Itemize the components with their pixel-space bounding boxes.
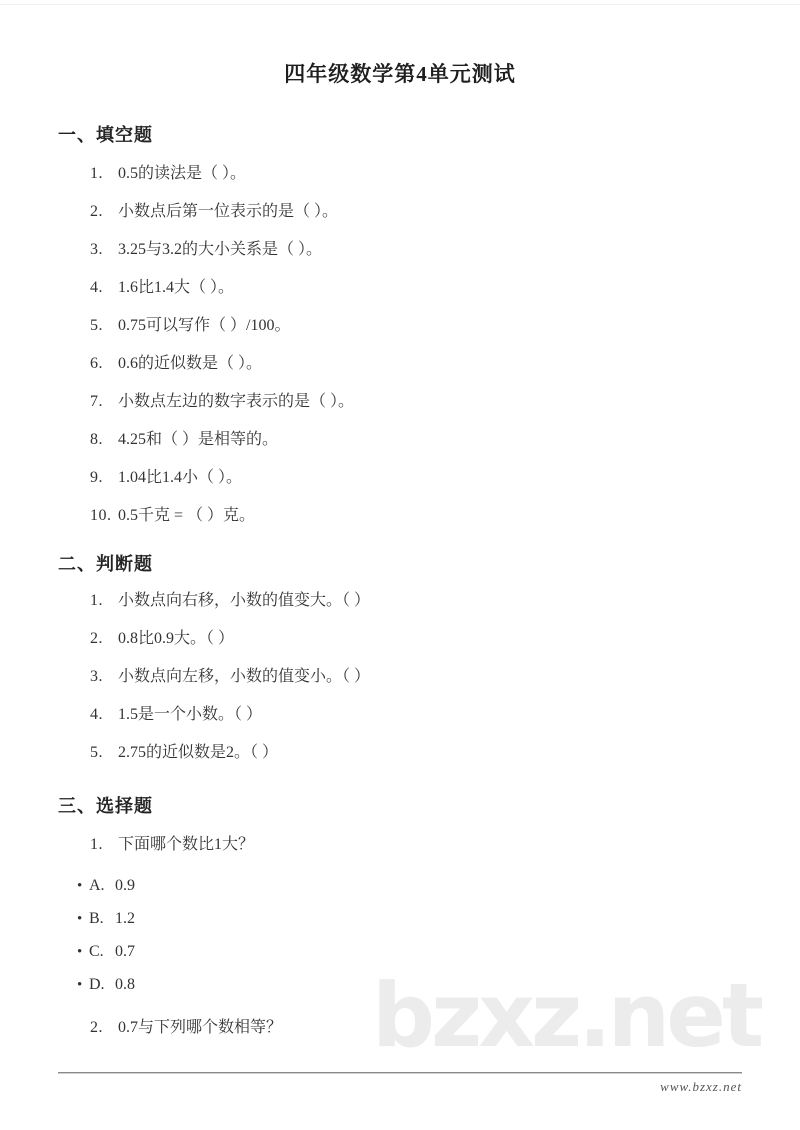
bullet-icon: • xyxy=(77,944,83,960)
list-item xyxy=(90,431,800,448)
section-heading-multiple-choice: 三、选择题 xyxy=(58,796,153,816)
list-item xyxy=(90,241,800,258)
item-text: 小数点向右移，小数的值变大。（ ） xyxy=(118,592,371,609)
item-number: 8. xyxy=(90,431,103,448)
item-number: 2. xyxy=(90,630,103,647)
item-text: 0.5千克 = （ ）克。 xyxy=(118,507,256,524)
option-value: 1.2 xyxy=(115,910,135,927)
item-number: 5. xyxy=(90,744,103,761)
list-item xyxy=(90,507,800,524)
true-false-list xyxy=(0,592,800,761)
item-number: 9. xyxy=(90,469,103,486)
item-text: 0.5的读法是（ ）。 xyxy=(118,165,247,182)
option-value: 0.8 xyxy=(115,976,135,993)
list-item xyxy=(90,203,800,220)
choice-options-list xyxy=(0,877,800,994)
watermark: bzxz.net xyxy=(372,964,761,1067)
item-text: 2.75的近似数是2。（ ） xyxy=(118,744,279,761)
question-number: 2. xyxy=(90,1019,103,1036)
list-item xyxy=(90,165,800,182)
question-text: 0.7与下列哪个数相等？ xyxy=(118,1019,283,1036)
question-number: 1. xyxy=(90,836,103,853)
list-item xyxy=(90,744,800,761)
item-number: 1. xyxy=(90,165,103,182)
item-text: 1.5是一个小数。（ ） xyxy=(118,706,263,723)
question-text: 下面哪个数比1大？ xyxy=(118,836,255,853)
page-title: 四年级数学第4单元测试 xyxy=(284,62,516,86)
option-item xyxy=(77,910,800,928)
list-item xyxy=(90,706,800,723)
option-item xyxy=(77,943,800,961)
list-item xyxy=(90,355,800,372)
item-text: 3.25与3.2的大小关系是（ ）。 xyxy=(118,241,323,258)
option-item xyxy=(77,976,800,994)
item-number: 3. xyxy=(90,241,103,258)
option-value: 0.7 xyxy=(115,943,135,960)
item-number: 5. xyxy=(90,317,103,334)
option-value: 0.9 xyxy=(115,877,135,894)
choice-question-2 xyxy=(90,1019,800,1036)
item-text: 小数点向左移，小数的值变小。（ ） xyxy=(118,668,371,685)
item-text: 0.6的近似数是（ ）。 xyxy=(118,355,263,372)
footer-rule xyxy=(58,1072,742,1073)
option-label: B. xyxy=(89,910,104,927)
list-item xyxy=(90,630,800,647)
choice-question-1 xyxy=(90,836,800,853)
option-label: A. xyxy=(89,877,105,894)
option-label: C. xyxy=(89,943,104,960)
item-number: 2. xyxy=(90,203,103,220)
list-item xyxy=(90,469,800,486)
item-number: 7. xyxy=(90,393,103,410)
item-text: 0.8比0.9大。（ ） xyxy=(118,630,235,647)
item-number: 4. xyxy=(90,279,103,296)
item-text: 小数点后第一位表示的是（ ）。 xyxy=(118,203,339,220)
list-item xyxy=(90,668,800,685)
option-item xyxy=(77,877,800,895)
item-text: 1.6比1.4大（ ）。 xyxy=(118,279,235,296)
bullet-icon: • xyxy=(77,977,83,993)
list-item xyxy=(90,279,800,296)
item-text: 1.04比1.4小（ ）。 xyxy=(118,469,243,486)
item-text: 4.25和（ ）是相等的。 xyxy=(118,431,279,448)
fill-blank-list xyxy=(0,165,800,524)
item-number: 10. xyxy=(90,507,112,524)
item-number: 6. xyxy=(90,355,103,372)
list-item xyxy=(90,592,800,609)
bullet-icon: • xyxy=(77,911,83,927)
footer-url: www.bzxz.net xyxy=(660,1079,742,1094)
item-number: 4. xyxy=(90,706,103,723)
list-item xyxy=(90,317,800,334)
option-label: D. xyxy=(89,976,105,993)
section-heading-true-false: 二、判断题 xyxy=(58,554,153,574)
list-item xyxy=(90,393,800,410)
item-number: 3. xyxy=(90,668,103,685)
item-text: 0.75可以写作（ ）/100。 xyxy=(118,317,291,334)
bullet-icon: • xyxy=(77,878,83,894)
section-heading-fill-blank: 一、填空题 xyxy=(58,125,153,145)
item-number: 1. xyxy=(90,592,103,609)
item-text: 小数点左边的数字表示的是（ ）。 xyxy=(118,393,355,410)
